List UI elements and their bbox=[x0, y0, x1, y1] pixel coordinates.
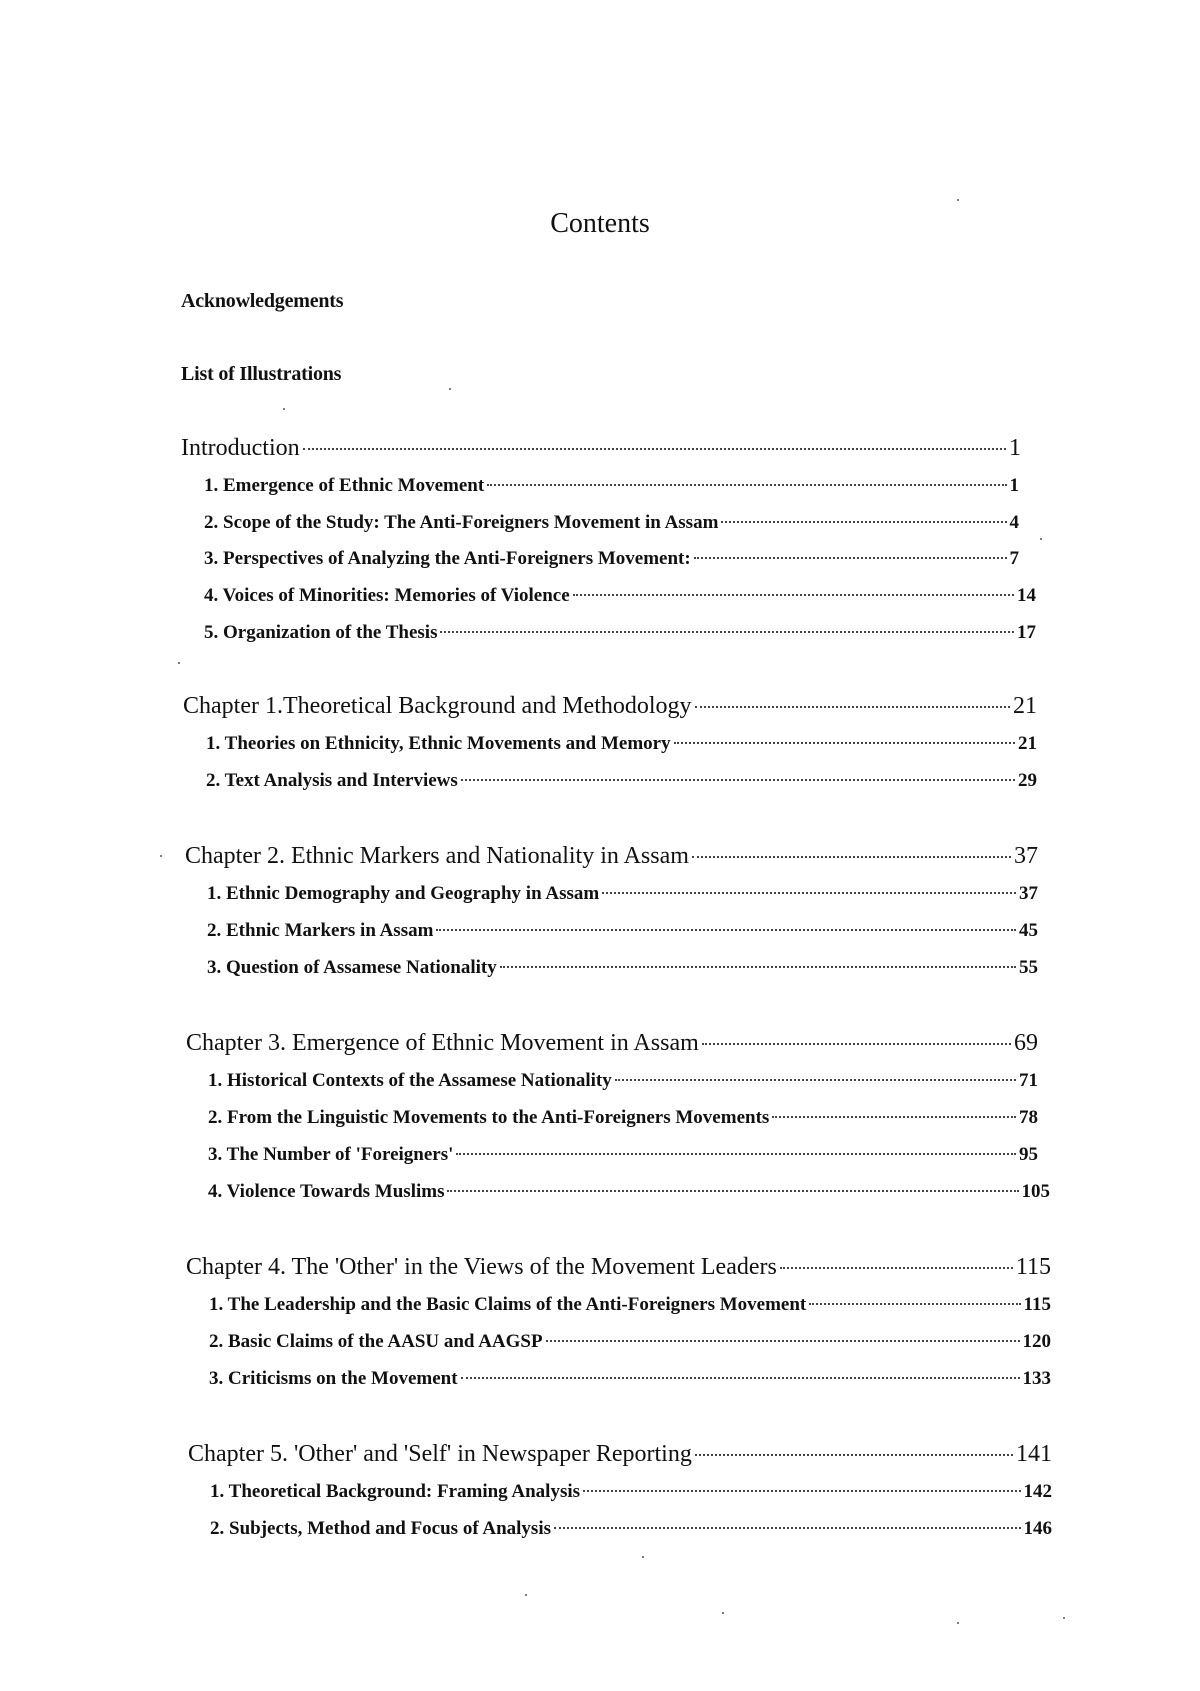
toc-page-number: 120 bbox=[1022, 1331, 1051, 1352]
toc-page-number: 7 bbox=[1009, 548, 1019, 569]
toc-section-entry[interactable] bbox=[204, 475, 1019, 497]
scan-speck bbox=[957, 199, 959, 201]
toc-chapter-1[interactable] bbox=[183, 693, 1037, 720]
scan-speck bbox=[1063, 1617, 1065, 1619]
dot-leader bbox=[456, 1153, 1016, 1155]
toc-section-entry[interactable] bbox=[204, 548, 1019, 570]
scan-speck bbox=[957, 1622, 959, 1624]
dot-leader bbox=[546, 1340, 1020, 1342]
toc-chapter-title: Chapter 3. Emergence of Ethnic Movement in Assam bbox=[186, 1030, 699, 1056]
scan-speck bbox=[283, 408, 285, 410]
toc-section-entry[interactable] bbox=[209, 1331, 1051, 1353]
dot-leader bbox=[303, 448, 1006, 450]
toc-section-entry[interactable] bbox=[206, 733, 1037, 755]
toc-page-number: 133 bbox=[1022, 1368, 1051, 1389]
toc-section-title: 2. Subjects, Method and Focus of Analysis bbox=[210, 1518, 551, 1539]
toc-page-number: 141 bbox=[1016, 1441, 1052, 1467]
dot-leader bbox=[487, 484, 1006, 486]
scan-speck bbox=[642, 1556, 644, 1558]
front-matter-list-of-illustrations: List of Illustrations bbox=[181, 363, 342, 385]
toc-section-entry[interactable] bbox=[207, 920, 1038, 942]
toc-section-entry[interactable] bbox=[208, 1070, 1038, 1092]
toc-section-entry[interactable] bbox=[204, 585, 1036, 607]
dot-leader bbox=[695, 706, 1010, 708]
dot-leader bbox=[695, 1454, 1013, 1456]
toc-section-title: 1. The Leadership and the Basic Claims of the Anti-Foreigners Movement bbox=[209, 1294, 807, 1315]
toc-page-number: 1 bbox=[1009, 475, 1019, 496]
dot-leader bbox=[780, 1267, 1013, 1269]
toc-page-number: 115 bbox=[1015, 1254, 1051, 1280]
dot-leader bbox=[692, 856, 1011, 858]
toc-section-title: 2. From the Linguistic Movements to the Anti-Foreigners Movements bbox=[208, 1107, 770, 1128]
toc-section-entry[interactable] bbox=[204, 622, 1036, 644]
toc-section-title: 5. Organization of the Thesis bbox=[204, 622, 438, 643]
toc-section-title: 3. The Number of 'Foreigners' bbox=[208, 1144, 454, 1165]
scan-speck bbox=[525, 1594, 527, 1596]
toc-section-title: 1. Emergence of Ethnic Movement bbox=[204, 475, 485, 496]
toc-section-entry[interactable] bbox=[206, 770, 1037, 792]
dot-leader bbox=[500, 966, 1016, 968]
toc-section-entry[interactable] bbox=[208, 1107, 1038, 1129]
page-title: Contents bbox=[550, 208, 650, 239]
toc-section-title: 1. Theoretical Background: Framing Analysis bbox=[210, 1481, 581, 1502]
toc-section-title: 1. Ethnic Demography and Geography in Assam bbox=[207, 883, 600, 904]
toc-section-title: 1. Historical Contexts of the Assamese Nationality bbox=[208, 1070, 612, 1091]
toc-chapter-title: Chapter 5. 'Other' and 'Self' in Newspaper Reporting bbox=[188, 1441, 692, 1467]
toc-section-title: 1. Theories on Ethnicity, Ethnic Movements and Memory bbox=[206, 733, 671, 754]
toc-chapter-title: Chapter 1.Theoretical Background and Methodology bbox=[183, 693, 692, 719]
dot-leader bbox=[772, 1116, 1016, 1118]
toc-page-number: 95 bbox=[1019, 1144, 1038, 1165]
dot-leader bbox=[440, 631, 1014, 633]
toc-section-title: 3. Criticisms on the Movement bbox=[209, 1368, 458, 1389]
dot-leader bbox=[602, 892, 1016, 894]
toc-section-title: 2. Text Analysis and Interviews bbox=[206, 770, 458, 791]
dot-leader bbox=[674, 742, 1015, 744]
toc-page-number: 55 bbox=[1019, 957, 1038, 978]
scan-speck bbox=[1040, 538, 1042, 540]
toc-chapter-3[interactable] bbox=[186, 1030, 1038, 1057]
toc-section-title: 3. Question of Assamese Nationality bbox=[207, 957, 497, 978]
dot-leader bbox=[573, 594, 1014, 596]
dot-leader bbox=[702, 1043, 1011, 1045]
dot-leader bbox=[809, 1303, 1020, 1305]
toc-section-entry[interactable] bbox=[207, 957, 1038, 979]
toc-section-entry[interactable] bbox=[208, 1181, 1050, 1203]
toc-section-entry[interactable] bbox=[209, 1294, 1051, 1316]
toc-chapter-2[interactable] bbox=[185, 843, 1038, 870]
toc-chapter-title: Chapter 2. Ethnic Markers and Nationality in Assam bbox=[185, 843, 689, 869]
toc-page-number: 21 bbox=[1013, 693, 1037, 719]
toc-chapter-introduction[interactable] bbox=[181, 435, 1021, 462]
toc-page-number: 142 bbox=[1023, 1481, 1052, 1502]
toc-page-number: 146 bbox=[1023, 1518, 1052, 1539]
toc-chapter-title: Chapter 4. The 'Other' in the Views of the Movement Leaders bbox=[186, 1254, 777, 1280]
toc-page-number: 115 bbox=[1023, 1294, 1051, 1315]
scan-speck bbox=[160, 855, 162, 857]
toc-section-title: 2. Scope of the Study: The Anti-Foreigners Movement in Assam bbox=[204, 512, 719, 533]
scan-speck bbox=[722, 1612, 724, 1614]
dot-leader bbox=[461, 779, 1015, 781]
toc-page-number: 37 bbox=[1014, 843, 1038, 869]
toc-section-title: 2. Basic Claims of the AASU and AAGSP bbox=[209, 1331, 543, 1352]
toc-section-entry[interactable] bbox=[210, 1481, 1052, 1503]
toc-page-number: 37 bbox=[1019, 883, 1038, 904]
toc-chapter-title: Introduction bbox=[181, 435, 300, 461]
toc-section-entry[interactable] bbox=[209, 1368, 1051, 1390]
toc-page-number: 29 bbox=[1018, 770, 1037, 791]
toc-chapter-4[interactable] bbox=[186, 1254, 1051, 1281]
toc-section-title: 2. Ethnic Markers in Assam bbox=[207, 920, 434, 941]
toc-section-entry[interactable] bbox=[204, 512, 1019, 534]
dot-leader bbox=[583, 1490, 1020, 1492]
toc-section-title: 3. Perspectives of Analyzing the Anti-Foreigners Movement: bbox=[204, 548, 691, 569]
toc-section-entry[interactable] bbox=[210, 1518, 1052, 1540]
toc-page-number: 78 bbox=[1019, 1107, 1038, 1128]
front-matter-acknowledgements: Acknowledgements bbox=[181, 290, 344, 312]
toc-page-number: 17 bbox=[1017, 622, 1036, 643]
toc-section-title: 4. Violence Towards Muslims bbox=[208, 1181, 445, 1202]
toc-section-entry[interactable] bbox=[207, 883, 1038, 905]
dot-leader bbox=[615, 1079, 1016, 1081]
dot-leader bbox=[447, 1190, 1018, 1192]
dot-leader bbox=[721, 521, 1006, 523]
toc-page-number: 4 bbox=[1009, 512, 1019, 533]
toc-chapter-5[interactable] bbox=[188, 1441, 1052, 1468]
toc-page-number: 71 bbox=[1019, 1070, 1038, 1091]
dot-leader bbox=[554, 1527, 1021, 1529]
toc-page-number: 1 bbox=[1009, 435, 1021, 461]
toc-section-entry[interactable] bbox=[208, 1144, 1038, 1166]
dot-leader bbox=[694, 557, 1007, 559]
scan-speck bbox=[178, 662, 180, 664]
toc-page-number: 45 bbox=[1019, 920, 1038, 941]
dot-leader bbox=[436, 929, 1016, 931]
toc-section-title: 4. Voices of Minorities: Memories of Violence bbox=[204, 585, 570, 606]
toc-page-number: 21 bbox=[1018, 733, 1037, 754]
scan-speck bbox=[449, 388, 451, 390]
toc-page-number: 105 bbox=[1021, 1181, 1050, 1202]
toc-page-number: 69 bbox=[1014, 1030, 1038, 1056]
toc-page-number: 14 bbox=[1017, 585, 1036, 606]
dot-leader bbox=[461, 1377, 1020, 1379]
